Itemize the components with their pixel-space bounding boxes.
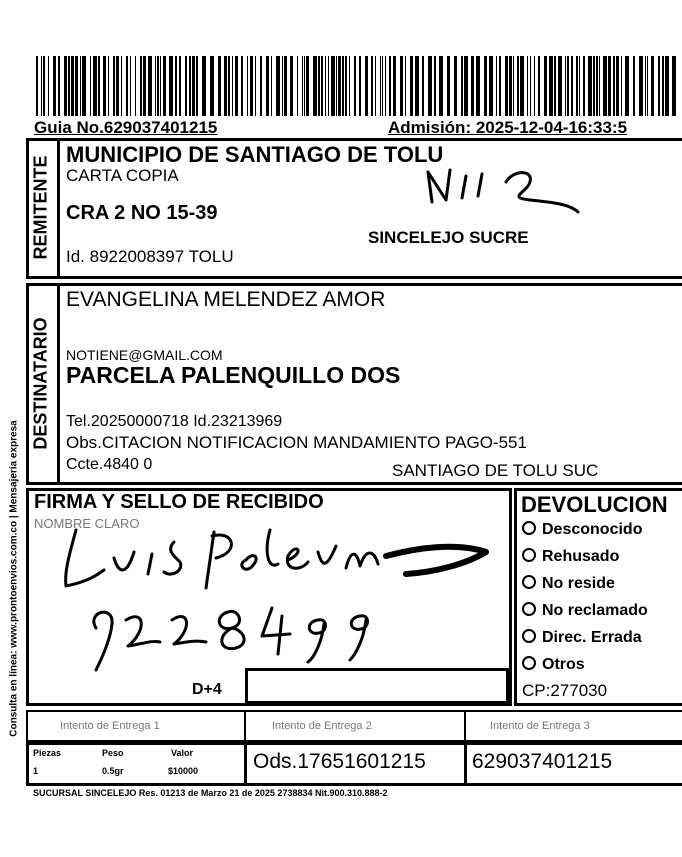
returns-option xyxy=(522,521,642,539)
sender-id: Id. 8922008397 TOLU xyxy=(66,247,234,266)
radio-circle-icon xyxy=(522,521,536,535)
returns-cp: CP:277030 xyxy=(522,681,608,700)
receipt-title: FIRMA Y SELLO DE RECIBIDO xyxy=(34,491,324,513)
footer-branch: SUCURSAL SINCELEJO Res. 01213 de Marzo 21 de 2025 2738834 Nit.900.310.888-2 xyxy=(33,788,388,798)
recipient-label: DESTINATARIO xyxy=(30,317,51,450)
barcode xyxy=(36,56,676,116)
returns-option-label: No reside xyxy=(542,575,615,592)
returns-option xyxy=(522,575,615,593)
recipient-phone-id: Tel.20250000718 Id.23213969 xyxy=(66,413,283,430)
tracking-number: 629037401215 xyxy=(472,750,613,773)
returns-option-label: Rehusado xyxy=(542,548,620,565)
pieces-value: 1 xyxy=(33,766,39,776)
returns-option xyxy=(522,602,648,620)
d4-label: D+4 xyxy=(192,681,222,698)
recipient-signature xyxy=(56,512,506,682)
admission-date: Admisión: 2025-12-04-16:33:5 xyxy=(388,118,628,137)
returns-title: DEVOLUCION xyxy=(521,492,668,517)
recipient-email: NOTIENE@GMAIL.COM xyxy=(66,347,223,363)
stamp-area xyxy=(245,668,509,704)
radio-circle-icon xyxy=(522,656,536,670)
declared-value: $10000 xyxy=(168,766,199,776)
radio-circle-icon xyxy=(522,629,536,643)
sender-address: CRA 2 NO 15-39 xyxy=(66,202,218,224)
attempt-3-label: Intento de Entrega 3 xyxy=(490,720,590,732)
guide-number: Guia No.629037401215 xyxy=(34,118,218,137)
recipient-account: Ccte.4840 0 xyxy=(66,456,153,473)
sender-label: REMITENTE xyxy=(30,155,51,260)
returns-option-label: Desconocido xyxy=(542,521,643,538)
returns-option xyxy=(522,656,585,674)
weight-label: Peso xyxy=(102,748,124,758)
sender-city: SINCELEJO SUCRE xyxy=(368,228,529,247)
recipient-name: EVANGELINA MELENDEZ AMOR xyxy=(66,288,386,311)
recipient-notes: Obs.CITACION NOTIFICACION MANDAMIENTO PAGO-551 xyxy=(66,433,527,452)
attempt-1-label: Intento de Entrega 1 xyxy=(60,720,160,732)
weight-value: 0.5gr xyxy=(102,766,124,776)
ods-number: Ods.17651601215 xyxy=(253,750,426,773)
sender-type: CARTA COPIA xyxy=(66,166,179,185)
sender-name: MUNICIPIO DE SANTIAGO DE TOLU xyxy=(66,142,444,167)
returns-option xyxy=(522,629,642,647)
receipt-name-label: NOMBRE CLARO xyxy=(34,516,140,531)
recipient-address: PARCELA PALENQUILLO DOS xyxy=(66,362,401,388)
returns-option-label: No reclamado xyxy=(542,602,648,619)
returns-option xyxy=(522,548,619,566)
radio-circle-icon xyxy=(522,575,536,589)
value-label: Valor xyxy=(171,748,194,758)
radio-circle-icon xyxy=(522,602,536,616)
pieces-label: Piezas xyxy=(33,748,62,758)
handwritten-mark xyxy=(410,160,590,220)
radio-circle-icon xyxy=(522,548,536,562)
attempt-2-label: Intento de Entrega 2 xyxy=(272,720,372,732)
returns-option-label: Otros xyxy=(542,656,585,673)
returns-option-label: Direc. Errada xyxy=(542,629,642,646)
recipient-city: SANTIAGO DE TOLU SUC xyxy=(392,461,599,480)
side-website-text: Consulta en línea: www.prontoenvios.com.co | Mensajería expresa xyxy=(8,420,20,737)
